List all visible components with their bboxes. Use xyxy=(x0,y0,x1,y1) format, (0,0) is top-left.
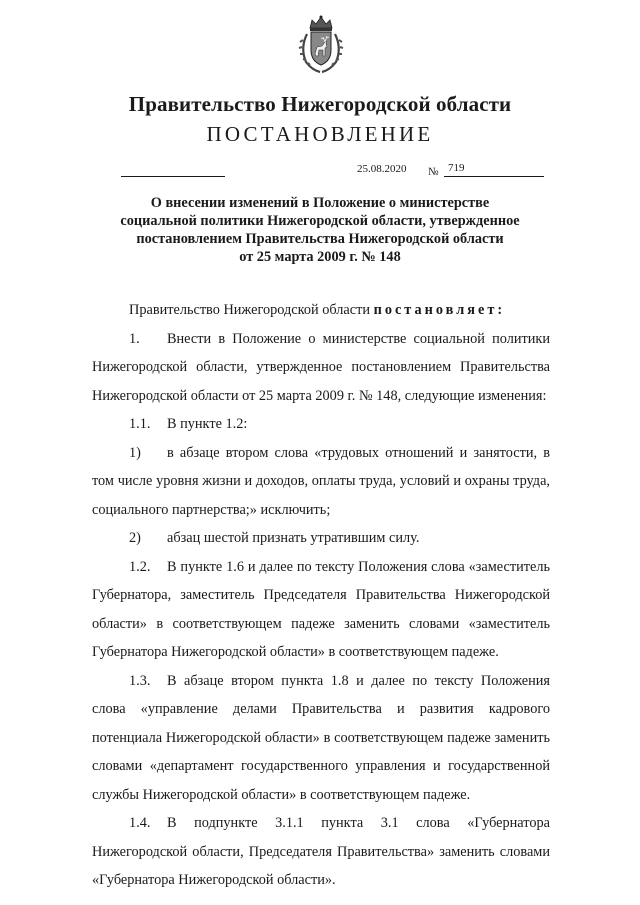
document-number: 719 xyxy=(448,162,465,174)
paragraph-number: 2) xyxy=(129,530,141,546)
paragraph-text: В пункте 1.2: xyxy=(167,416,248,432)
paragraph-text: абзац шестой признать утратившим силу. xyxy=(167,530,420,546)
paragraph-text: В абзаце втором пункта 1.8 и далее по тексту Положения слова «управление делами Правительства и развития кадрового потенциала Нижегородской области» в соответствующем падеже заменить словами «департамент государственного управления и государственной службы Нижегородской области» в соответствующем падеже. xyxy=(92,672,550,803)
paragraph-number: 1.2. xyxy=(129,558,151,575)
document-body xyxy=(92,296,550,895)
paragraph-number: 1) xyxy=(129,444,141,461)
decree-word: постановляет: xyxy=(373,302,506,318)
preamble-text: Правительство Нижегородской области xyxy=(129,302,374,318)
paragraph-number: 1. xyxy=(129,330,140,347)
subject-line: постановлением Правительства Нижегородской области xyxy=(136,231,504,247)
paragraph-number: 1.1. xyxy=(129,416,151,432)
paragraph-text: в абзаце втором слова «трудовых отношений и занятости, в том числе уровня жизни и доходов, оплаты труда, условий и охраны труда, социального партнерства;» исключить; xyxy=(92,444,550,518)
government-title: Правительство Нижегородской области xyxy=(128,92,512,116)
paragraph-number: 1.4. xyxy=(129,815,151,831)
paragraph-number: 1.3. xyxy=(129,672,151,689)
number-underline xyxy=(444,176,544,177)
paragraph-1 xyxy=(92,325,550,411)
paragraph-text: В пункте 1.6 и далее по тексту Положения слова «заместитель Губернатора, заместитель Председателя Правительства Нижегородской области» в соответствующем падеже заменить словами «заместитель Губернатора Нижегородской области» в соответствующем падеже. xyxy=(92,558,550,660)
document-subject xyxy=(80,194,560,266)
paragraph-text: Внести в Положение о министерстве социальной политики Нижегородской области, утвержденное постановлением Правительства Нижегородской области от 25 марта 2009 г. № 148, следующие изменения: xyxy=(92,330,550,404)
paragraph-1-3 xyxy=(92,667,550,810)
number-sign: № xyxy=(428,166,439,178)
subject-line: О внесении изменений в Положение о министерстве xyxy=(150,195,490,211)
subitem-2 xyxy=(92,524,550,553)
document-date: 25.08.2020 xyxy=(357,163,407,175)
paragraph-1-4 xyxy=(92,809,550,895)
document-type: ПОСТАНОВЛЕНИЕ xyxy=(206,122,434,146)
subject-line: социальной политики Нижегородской области, утвержденное xyxy=(120,213,520,229)
paragraph-1-1 xyxy=(92,410,550,439)
paragraph-1-2 xyxy=(92,553,550,667)
subitem-1 xyxy=(92,439,550,525)
date-underline xyxy=(121,176,225,177)
paragraph-text: В подпункте 3.1.1 пункта 3.1 слова «Губернатора Нижегородской области, Председателя Правительства» заменить словами «Губернатора Нижегородской области». xyxy=(92,815,550,888)
coat-of-arms-icon xyxy=(298,14,344,74)
subject-line: от 25 марта 2009 г. № 148 xyxy=(239,249,401,265)
preamble xyxy=(92,296,550,325)
